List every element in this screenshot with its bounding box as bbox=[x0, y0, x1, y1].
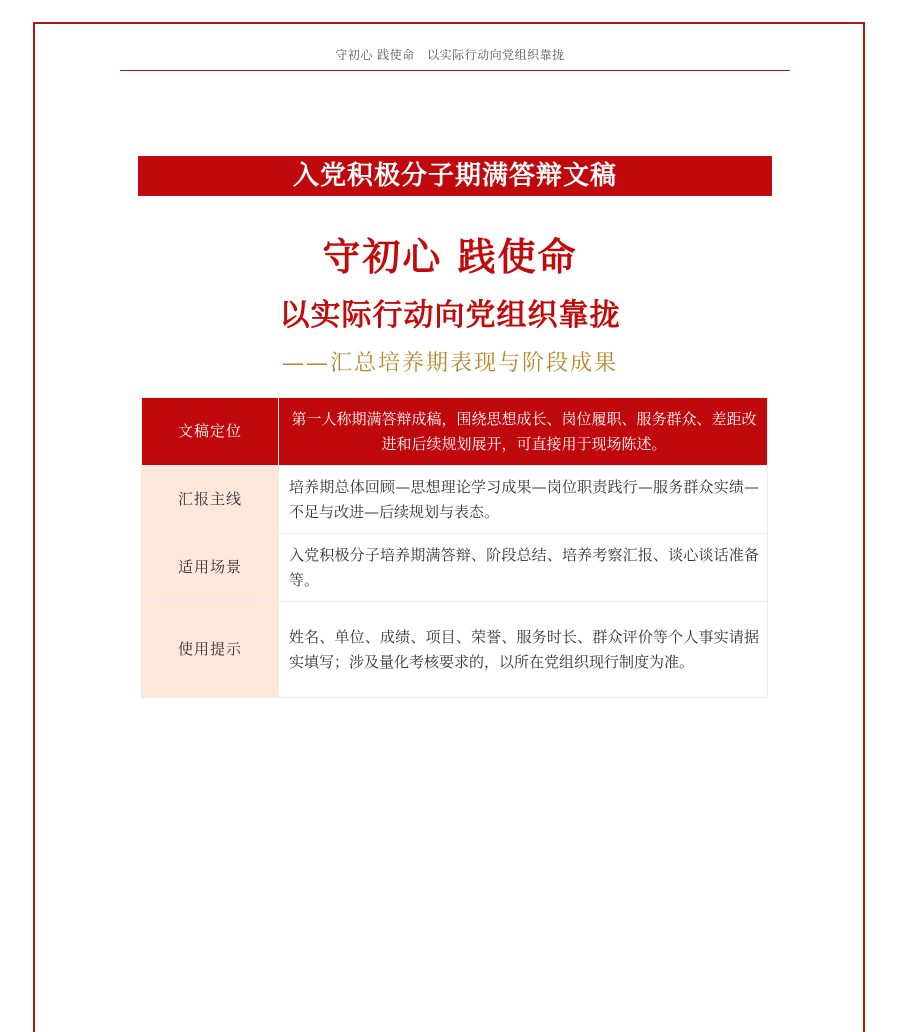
row-value: 培养期总体回顾—思想理论学习成果—岗位职责践行—服务群众实绩—不足与改进—后续规划与表态。 bbox=[279, 466, 768, 534]
row-label: 文稿定位 bbox=[142, 398, 279, 466]
tagline: ——汇总培养期表现与阶段成果 bbox=[281, 351, 618, 376]
row-value: 入党积极分子培养期满答辩、阶段总结、培养考察汇报、谈心谈话准备等。 bbox=[279, 534, 768, 602]
running-header: 守初心 践使命 以实际行动向党组织靠拢 bbox=[335, 48, 565, 62]
header-divider bbox=[120, 70, 790, 71]
info-table bbox=[141, 397, 768, 698]
document-banner: 入党积极分子期满答辩文稿 bbox=[138, 156, 772, 196]
row-value: 姓名、单位、成绩、项目、荣誉、服务时长、群众评价等个人事实请据实填写；涉及量化考核要求的，以所在党组织现行制度为准。 bbox=[279, 602, 768, 698]
main-title: 守初心 践使命 bbox=[322, 235, 578, 279]
row-value: 第一人称期满答辩成稿，围绕思想成长、岗位履职、服务群众、差距改进和后续规划展开，可直接用于现场陈述。 bbox=[279, 398, 768, 466]
row-label: 适用场景 bbox=[142, 534, 279, 602]
table-row bbox=[142, 398, 768, 466]
table-row bbox=[142, 466, 768, 534]
table-row bbox=[142, 534, 768, 602]
sub-title: 以实际行动向党组织靠拢 bbox=[279, 298, 621, 333]
table-row bbox=[142, 602, 768, 698]
row-label: 汇报主线 bbox=[142, 466, 279, 534]
row-label: 使用提示 bbox=[142, 602, 279, 698]
